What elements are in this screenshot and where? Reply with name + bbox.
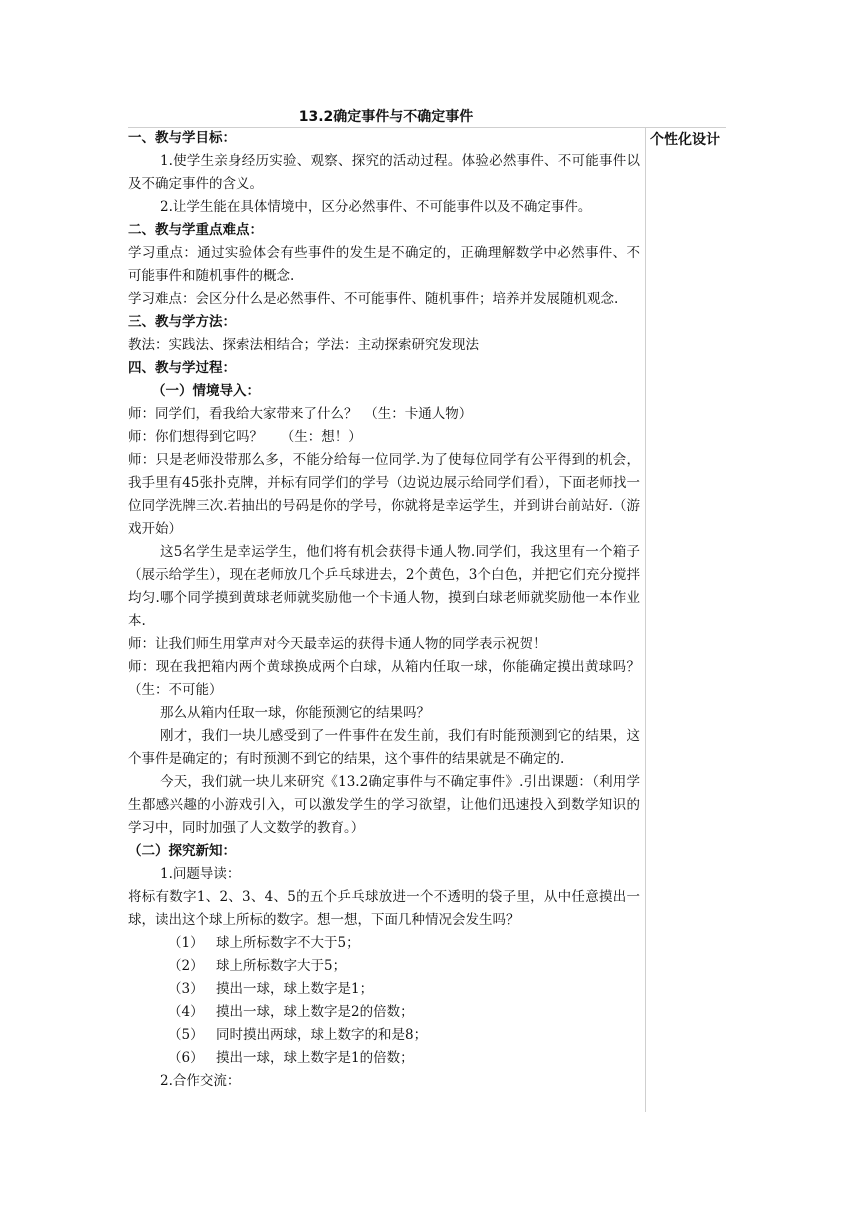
paragraph: 1.使学生亲身经历实验、观察、探究的活动过程。体验必然事件、不可能事件以及不确定事件的含义。 <box>128 153 640 192</box>
list-item-text: 球上所标数字大于5； <box>216 958 347 974</box>
paragraph: 学习重点：通过实验体会有些事件的发生是不确定的，正确理解数学中必然事件、不可能事件和随机事件的概念. <box>128 245 640 284</box>
list-item-text: 摸出一球，球上数字是1的倍数； <box>216 1050 414 1066</box>
list-item-number: （6） <box>168 1050 204 1066</box>
paragraph: 学习难点：会区分什么是必然事件、不可能事件、随机事件；培养并发展随机观念. <box>128 291 619 307</box>
paragraph: 1.问题导读： <box>160 866 241 882</box>
list-item-number: （1） <box>168 935 204 951</box>
section-heading: 三、教与学方法： <box>128 314 236 330</box>
document-title: 13.2确定事件与不确定事件 <box>298 109 474 125</box>
paragraph: 师：同学们，看我给大家带来了什么？ （生：卡通人物） <box>128 406 473 422</box>
paragraph: 师：你们想得到它吗？ （生：想！） <box>128 429 362 445</box>
side-column-header: 个性化设计 <box>650 132 720 148</box>
list-item-text: 球上所标数字不大于5； <box>216 935 360 951</box>
list-item <box>128 955 640 978</box>
paragraph: 2.合作交流： <box>160 1073 241 1089</box>
paragraph: 2.让学生能在具体情境中，区分必然事件、不可能事件以及不确定事件。 <box>160 199 592 215</box>
list-item-number: （3） <box>168 981 204 997</box>
paragraph: 教法：实践法、探索法相结合；学法：主动探索研究发现法 <box>128 337 479 353</box>
paragraph: 师：只是老师没带那么多，不能分给每一位同学.为了使每位同学有公平得到的机会，我手里有45张扑克牌，并标有同学们的学号（边说边展示给同学们看），下面老师找一位同学洗牌三次.若抽出的号码是你的学号，你就将是幸运学生，并到讲台前站好.（游戏开始） <box>128 452 640 537</box>
lesson-content <box>128 127 640 1093</box>
list-item-number: （4） <box>168 1004 204 1020</box>
paragraph: 师：现在我把箱内两个黄球换成两个白球，从箱内任取一球，你能确定摸出黄球吗？（生：不可能） <box>128 659 640 698</box>
paragraph: 刚才，我们一块儿感受到了一件事件在发生前，我们有时能预测到它的结果，这个事件是确定的；有时预测不到它的结果，这个事件的结果就是不确定的. <box>128 728 640 767</box>
subsection-heading: （一）情境导入： <box>152 383 260 399</box>
list-item-text: 摸出一球，球上数字是2的倍数； <box>216 1004 414 1020</box>
paragraph: 那么从箱内任取一球，你能预测它的结果吗？ <box>160 705 430 721</box>
paragraph: 这5名学生是幸运学生，他们将有机会获得卡通人物.同学们，我这里有一个箱子（展示给学生），现在老师放几个乒乓球进去，2个黄色，3个白色，并把它们充分搅拌均匀.哪个同学摸到黄球老师就奖励他一个卡通人物，摸到白球老师就奖励他一本作业本. <box>128 544 640 629</box>
column-divider <box>645 127 646 1112</box>
list-item <box>128 1024 640 1047</box>
paragraph: 将标有数字1、2、3、4、5的五个乒乓球放进一个不透明的袋子里，从中任意摸出一球，读出这个球上所标的数字。想一想，下面几种情况会发生吗？ <box>128 889 640 928</box>
list-item <box>128 978 640 1001</box>
section-heading: （二）探究新知： <box>128 843 236 859</box>
paragraph: 师：让我们师生用掌声对今天最幸运的获得卡通人物的同学表示祝贺！ <box>128 636 547 652</box>
list-item <box>128 1047 640 1070</box>
section-heading: 四、教与学过程： <box>128 360 236 376</box>
list-item <box>128 932 640 955</box>
list-item-number: （5） <box>168 1027 204 1043</box>
list-item-text: 摸出一球，球上数字是1； <box>216 981 374 997</box>
list-item-number: （2） <box>168 958 204 974</box>
section-heading: 二、教与学重点难点： <box>128 222 263 238</box>
paragraph: 今天，我们就一块儿来研究《13.2确定事件与不确定事件》.引出课题：（利用学生都感兴趣的小游戏引入，可以激发学生的学习欲望，让他们迅速投入到数学知识的学习中，同时加强了人文数学的教育。） <box>128 774 640 836</box>
section-heading: 一、教与学目标： <box>128 130 236 146</box>
list-item-text: 同时摸出两球，球上数字的和是8； <box>216 1027 428 1043</box>
list-item <box>128 1001 640 1024</box>
